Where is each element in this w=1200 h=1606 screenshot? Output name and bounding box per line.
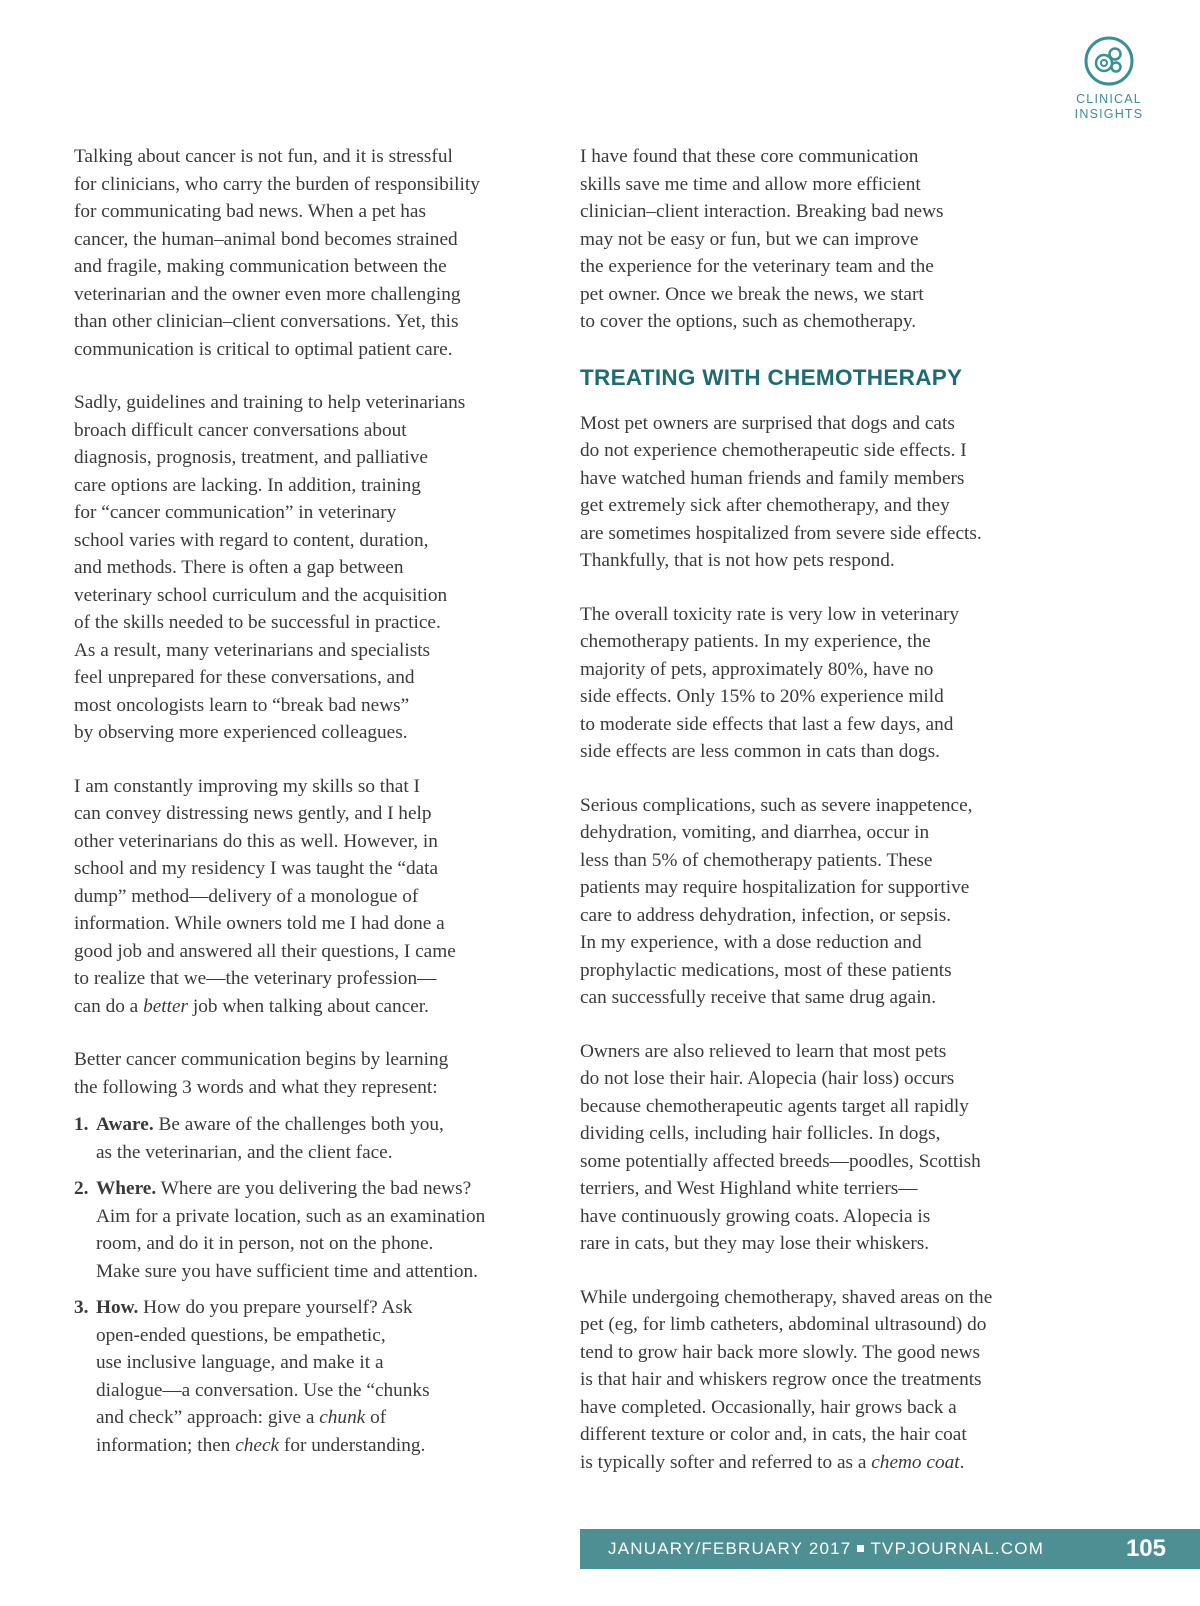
text-line: In my experience, with a dose reduction and (580, 932, 922, 953)
text-line: have watched human friends and family members (580, 467, 965, 489)
text-line: other veterinarians do this as well. However, in (74, 830, 438, 852)
paragraph (580, 1038, 1040, 1258)
text-line: have continuously growing coats. Alopecia is (580, 1205, 931, 1227)
text-line: rare in cats, but they may lose their whiskers. (580, 1233, 930, 1254)
three-words-list (74, 1111, 534, 1459)
list-term: How. (96, 1297, 139, 1318)
text-line: veterinarian and the owner even more challenging (74, 283, 461, 305)
text-line: are sometimes hospitalized from severe side effects. (580, 522, 982, 544)
text-line: can do a better job when talking about cancer. (74, 995, 429, 1017)
text-line: As a result, many veterinarians and specialists (74, 639, 431, 661)
left-column (74, 143, 534, 1468)
footer-issue-line (608, 1539, 1044, 1559)
list-number: 1. (74, 1114, 89, 1135)
text-line: for communicating bad news. When a pet has (74, 201, 426, 222)
text-line: is that hair and whiskers regrow once the treatments (580, 1369, 982, 1390)
text-line: is typically softer and referred to as a chemo coat. (580, 1451, 965, 1473)
text-line: diagnosis, prognosis, treatment, and palliative (74, 447, 428, 468)
footer-bar (580, 1529, 1200, 1569)
list-number: 3. (74, 1297, 89, 1318)
page-number: 105 (1125, 1535, 1166, 1562)
text-line: the following 3 words and what they represent: (74, 1076, 438, 1098)
text-line: side effects are less common in cats than dogs. (580, 741, 940, 762)
text-line: Better cancer communication begins by learning (74, 1049, 449, 1070)
right-column (580, 143, 1040, 1502)
section-heading: TREATING WITH CHEMOTHERAPY (580, 364, 963, 390)
text-line: do not lose their hair. Alopecia (hair loss) occurs (580, 1068, 955, 1089)
badge-label: CLINICAL INSIGHTS (1074, 92, 1144, 121)
text-line: Serious complications, such as severe inappetence, (580, 794, 973, 816)
text-line: for “cancer communication” in veterinary (74, 502, 397, 523)
text-line: to moderate side effects that last a few days, and (580, 713, 954, 735)
text-line: chemotherapy patients. In my experience, the (580, 631, 931, 652)
paragraph (580, 143, 1040, 336)
paragraph (580, 1284, 1040, 1477)
text-line: information. While owners told me I had done a (74, 913, 445, 934)
text-line: school and my residency I was taught the “data (74, 858, 439, 879)
text-line: pet owner. Once we break the news, we start (580, 283, 924, 305)
text-line: dump” method—delivery of a monologue of (74, 885, 419, 907)
text-line: dehydration, vomiting, and diarrhea, occur in (580, 822, 930, 843)
text-line: can successfully receive that same drug again. (580, 987, 937, 1008)
text-line: side effects. Only 15% to 20% experience mild (580, 686, 944, 707)
text-line: of the skills needed to be successful in practice. (74, 612, 441, 633)
text-line: I have found that these core communication (580, 146, 919, 167)
journal-site: TVPJOURNAL.COM (870, 1539, 1045, 1558)
text-line: different texture or color and, in cats, the hair coat (580, 1424, 967, 1445)
cells-icon (1084, 36, 1134, 86)
text-line: The overall toxicity rate is very low in veterinary (580, 603, 960, 625)
clinical-insights-badge (1064, 36, 1154, 122)
text-line: school varies with regard to content, duration, (74, 529, 429, 551)
text-line: get extremely sick after chemotherapy, and they (580, 495, 950, 516)
text-line: majority of pets, approximately 80%, have no (580, 658, 934, 680)
text-line: because chemotherapeutic agents target all rapidly (580, 1095, 969, 1117)
text-line: have completed. Occasionally, hair grows back a (580, 1396, 957, 1418)
paragraph (74, 773, 534, 1021)
text-line: less than 5% of chemotherapy patients. These (580, 849, 933, 871)
text-line: some potentially affected breeds—poodles, Scottish (580, 1150, 981, 1172)
text-line: and methods. There is often a gap between (74, 557, 404, 578)
text-line: care to address dehydration, infection, or sepsis. (580, 904, 952, 926)
text-line: can convey distressing news gently, and I help (74, 803, 432, 824)
text-line: tend to grow hair back more slowly. The good news (580, 1341, 981, 1363)
paragraph (74, 143, 534, 363)
text-line: feel unprepared for these conversations, and (74, 667, 415, 688)
text-line: dividing cells, including hair follicles. In dogs, (580, 1123, 941, 1144)
text-line: most oncologists learn to “break bad news” (74, 694, 410, 716)
text-line: I am constantly improving my skills so that I (74, 775, 420, 797)
list-item: 1. Aware. Be aware of the challenges both you, as the veterinarian, and the client face. (74, 1111, 534, 1166)
text-line: by observing more experienced colleagues. (74, 722, 408, 743)
text-line: cancer, the human–animal bond becomes strained (74, 228, 458, 250)
text-line: patients may require hospitalization for supportive (580, 877, 970, 898)
list-term: Where. (96, 1178, 157, 1199)
text-line: the experience for the veterinary team and the (580, 256, 934, 277)
text-line: While undergoing chemotherapy, shaved areas on the (580, 1286, 993, 1308)
text-line: good job and answered all their questions, I came (74, 940, 456, 962)
paragraph (580, 410, 1040, 575)
list-number: 2. (74, 1178, 89, 1199)
text-line: terriers, and West Highland white terriers— (580, 1178, 918, 1199)
list-item: 2. Where. Where are you delivering the bad news? Aim for a private location, such as an examination room, and do it in person, not on the phone. Make sure you have sufficient time and attention. (74, 1175, 534, 1285)
paragraph (74, 1046, 534, 1101)
text-line: veterinary school curriculum and the acquisition (74, 584, 448, 606)
text-line: do not experience chemotherapeutic side effects. I (580, 440, 967, 461)
list-item: 3. How. How do you prepare yourself? Ask open-ended questions, be empathetic, use inclusive language, and make it a dialogue—a conversation. Use the “chunks and check” approach: give a chunk of information; then check for understanding. (74, 1294, 534, 1459)
text-line: Talking about cancer is not fun, and it is stressful (74, 146, 453, 167)
text-line: clinician–client interaction. Breaking bad news (580, 201, 944, 222)
issue-date: JANUARY/FEBRUARY 2017 (608, 1539, 852, 1558)
text-line: Owners are also relieved to learn that most pets (580, 1040, 947, 1062)
text-line: and fragile, making communication between the (74, 256, 447, 277)
text-line: communication is critical to optimal patient care. (74, 338, 453, 360)
text-line: to realize that we—the veterinary profession— (74, 968, 437, 989)
text-line: pet (eg, for limb catheters, abdominal ultrasound) do (580, 1314, 987, 1335)
paragraph (580, 601, 1040, 766)
text-line: to cover the options, such as chemotherapy. (580, 311, 917, 332)
text-line: Thankfully, that is not how pets respond. (580, 550, 895, 571)
text-line: care options are lacking. In addition, training (74, 474, 421, 496)
paragraph (74, 389, 534, 747)
square-bullet-icon (857, 1545, 864, 1552)
text-line: Sadly, guidelines and training to help veterinarians (74, 392, 466, 413)
text-line: may not be easy or fun, but we can improve (580, 228, 919, 250)
text-line: Most pet owners are surprised that dogs and cats (580, 412, 955, 434)
text-line: than other clinician–client conversations. Yet, this (74, 311, 459, 332)
paragraph (580, 792, 1040, 1012)
list-term: Aware. (96, 1114, 154, 1135)
text-line: broach difficult cancer conversations about (74, 419, 407, 441)
text-line: prophylactic medications, most of these patients (580, 959, 952, 981)
text-line: for clinicians, who carry the burden of responsibility (74, 173, 480, 195)
text-line: skills save me time and allow more efficient (580, 173, 921, 195)
